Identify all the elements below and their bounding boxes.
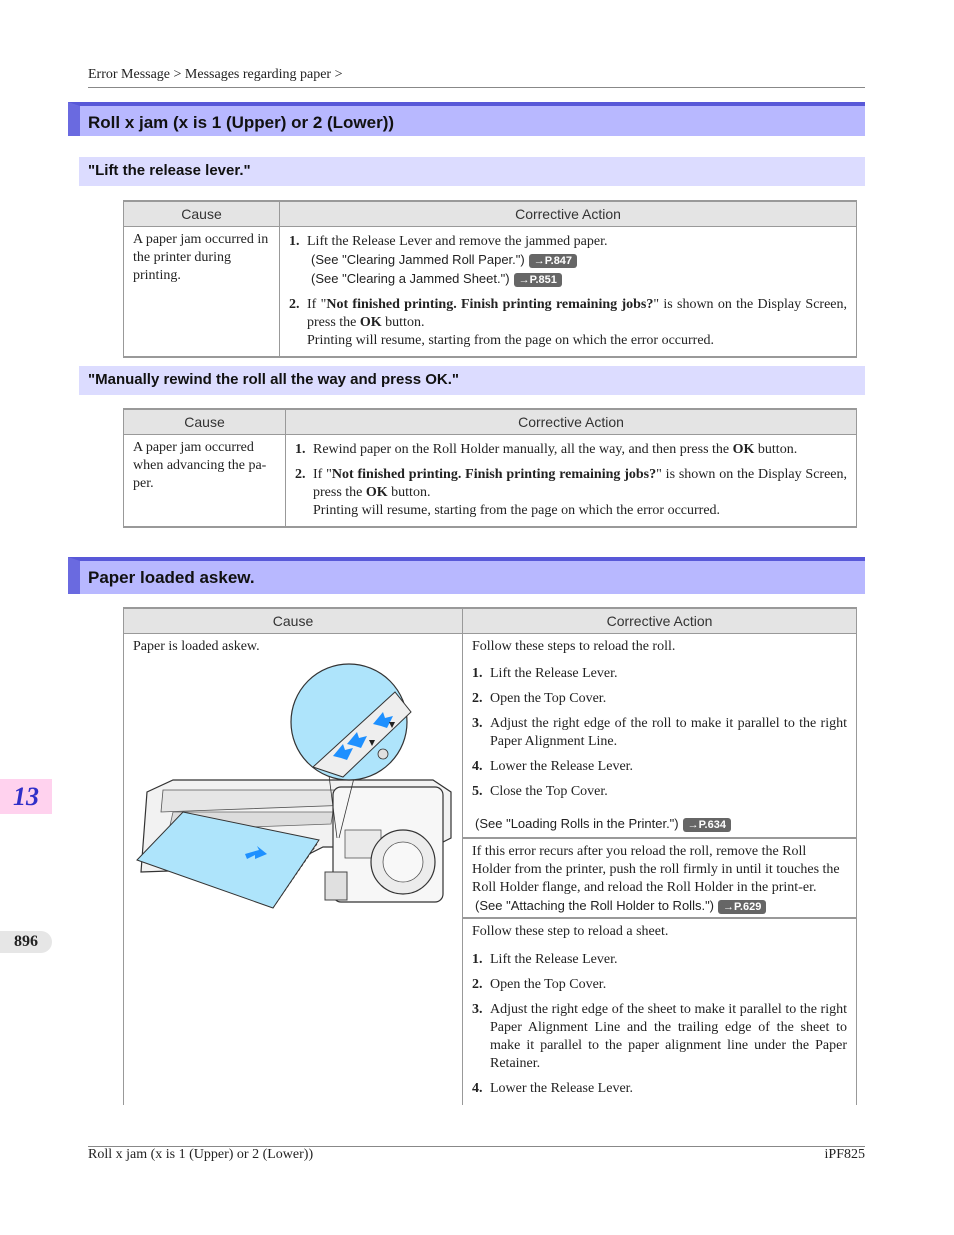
table-row bbox=[124, 435, 857, 528]
page-link-badge[interactable]: →P.629 bbox=[718, 900, 766, 914]
footer-model: iPF825 bbox=[824, 1147, 865, 1162]
chapter-tab: 13 bbox=[0, 779, 52, 814]
step-text: button. bbox=[381, 315, 425, 330]
cause-text: A paper jam occurred in the printer during printing. bbox=[133, 232, 269, 283]
cause-text: A paper jam occurred when advancing the pa-per. bbox=[133, 440, 267, 491]
sheet-intro: Follow these step to reload a sheet. bbox=[472, 924, 669, 939]
roll-reload-section bbox=[463, 634, 856, 839]
ok-label: OK bbox=[732, 442, 755, 457]
step-1 bbox=[295, 441, 847, 459]
sheet-step bbox=[472, 951, 847, 969]
section-title-paper-askew: Paper loaded askew. bbox=[68, 557, 865, 594]
step-text: Lift the Release Lever. bbox=[490, 666, 618, 681]
col-action: Corrective Action bbox=[463, 608, 857, 634]
step-number: 1. bbox=[289, 234, 300, 249]
step-number: 4. bbox=[472, 759, 483, 774]
roll-step bbox=[472, 783, 847, 801]
roll-step bbox=[472, 690, 847, 708]
step-number: 3. bbox=[472, 716, 483, 731]
action-cell bbox=[463, 634, 857, 1106]
step-text: If " bbox=[313, 467, 332, 482]
table-askew-wrapper bbox=[123, 607, 857, 1112]
step-note: Printing will resume, starting from the page on which the error occurred. bbox=[313, 503, 721, 518]
see-reference bbox=[475, 897, 847, 915]
header-rule bbox=[88, 87, 865, 88]
step-text: Lift the Release Lever. bbox=[490, 952, 618, 967]
step-text: If " bbox=[307, 297, 327, 312]
see-reference bbox=[311, 252, 577, 267]
page-link-badge[interactable]: →P.847 bbox=[529, 254, 577, 268]
page-link-badge[interactable]: →P.851 bbox=[514, 273, 562, 287]
step-text: button. bbox=[387, 485, 431, 500]
step-text: Lift the Release Lever and remove the jammed paper. bbox=[307, 234, 608, 249]
action-cell bbox=[286, 435, 857, 528]
table-row bbox=[124, 634, 857, 1106]
table-row bbox=[124, 227, 857, 358]
step-1 bbox=[289, 233, 847, 289]
section-title-roll-jam: Roll x jam (x is 1 (Upper) or 2 (Lower)) bbox=[68, 102, 865, 136]
page-number: 896 bbox=[0, 931, 52, 953]
sheet-reload-section bbox=[472, 919, 847, 1098]
step-number: 1. bbox=[472, 666, 483, 681]
table-rewind bbox=[123, 408, 857, 528]
step-number: 1. bbox=[295, 442, 306, 457]
printer-illustration bbox=[133, 662, 453, 922]
see-link[interactable]: "Clearing a Jammed Sheet.") bbox=[342, 271, 510, 286]
cause-text: Paper is loaded askew. bbox=[133, 639, 260, 654]
subsection-title-lift-lever: "Lift the release lever." bbox=[79, 157, 865, 186]
see-prefix: (See bbox=[475, 816, 507, 831]
step-number: 2. bbox=[289, 297, 300, 312]
step-number: 5. bbox=[472, 784, 483, 799]
roll-step bbox=[472, 715, 847, 751]
step-number: 3. bbox=[472, 1002, 483, 1017]
footer-title: Roll x jam (x is 1 (Upper) or 2 (Lower)) bbox=[88, 1147, 314, 1162]
step-number: 2. bbox=[295, 467, 306, 482]
step-text: " is shown on the Display Screen, press the bbox=[313, 467, 848, 500]
see-link[interactable]: "Clearing Jammed Roll Paper.") bbox=[342, 252, 525, 267]
step-number: 2. bbox=[472, 977, 483, 992]
ok-label: OK bbox=[365, 485, 388, 500]
step-2 bbox=[289, 296, 847, 350]
cause-cell bbox=[124, 227, 280, 358]
table-lift-lever bbox=[123, 200, 857, 358]
ok-label: OK bbox=[359, 315, 382, 330]
sheet-step bbox=[472, 976, 847, 994]
table-askew bbox=[123, 607, 857, 1105]
col-cause: Cause bbox=[124, 409, 286, 435]
recur-section bbox=[463, 839, 856, 919]
cause-cell bbox=[124, 435, 286, 528]
see-reference bbox=[311, 271, 562, 286]
see-prefix: (See bbox=[311, 252, 343, 267]
step-number: 1. bbox=[472, 952, 483, 967]
roll-step bbox=[472, 758, 847, 776]
see-reference bbox=[475, 815, 847, 833]
subsection-title-rewind: "Manually rewind the roll all the way and press OK." bbox=[79, 366, 865, 395]
step-note: Printing will resume, starting from the page on which the error occurred. bbox=[307, 333, 715, 348]
step-text: button. bbox=[754, 442, 798, 457]
sheet-step bbox=[472, 1080, 847, 1098]
see-prefix: (See bbox=[311, 271, 343, 286]
step-text: Lower the Release Lever. bbox=[490, 1081, 634, 1096]
sheet-step bbox=[472, 1001, 847, 1073]
roll-intro: Follow these steps to reload the roll. bbox=[472, 639, 676, 654]
breadcrumb: Error Message > Messages regarding paper > bbox=[88, 67, 343, 82]
step-text: Close the Top Cover. bbox=[490, 784, 608, 799]
display-message: Not finished printing. Finish printing remaining jobs? bbox=[326, 297, 654, 312]
see-prefix: (See bbox=[475, 898, 507, 913]
see-link[interactable]: "Loading Rolls in the Printer.") bbox=[506, 816, 679, 831]
col-cause: Cause bbox=[124, 201, 280, 227]
col-cause: Cause bbox=[124, 608, 463, 634]
step-text: Adjust the right edge of the roll to make it parallel to the right Paper Alignment Line. bbox=[490, 716, 847, 749]
recur-text: If this error recurs after you reload the roll, remove the Roll Holder from the printer, push the roll firmly in until it touches the Roll Holder flange, and reload the Roll Holder in the print-er. bbox=[472, 844, 840, 895]
page-link-badge[interactable]: →P.634 bbox=[683, 818, 731, 832]
col-action: Corrective Action bbox=[280, 201, 857, 227]
display-message: Not finished printing. Finish printing remaining jobs? bbox=[331, 467, 657, 482]
step-number: 2. bbox=[472, 691, 483, 706]
step-text: Adjust the right edge of the sheet to make it parallel to the right Paper Alignment Line and the trailing edge of the sheet to make it parallel to the paper alignment line under the Paper Retainer. bbox=[490, 1002, 847, 1071]
cause-cell bbox=[124, 634, 463, 1106]
step-text: Rewind paper on the Roll Holder manually, all the way, and then press the bbox=[313, 442, 733, 457]
roll-step bbox=[472, 665, 847, 683]
col-action: Corrective Action bbox=[286, 409, 857, 435]
step-2 bbox=[295, 466, 847, 520]
step-number: 4. bbox=[472, 1081, 483, 1096]
step-text: Open the Top Cover. bbox=[490, 977, 607, 992]
step-text: Lower the Release Lever. bbox=[490, 759, 634, 774]
step-text: " is shown on the Display Screen, press the bbox=[307, 297, 847, 330]
see-link[interactable]: "Attaching the Roll Holder to Rolls.") bbox=[506, 898, 715, 913]
step-text: Open the Top Cover. bbox=[490, 691, 607, 706]
action-cell bbox=[280, 227, 857, 358]
